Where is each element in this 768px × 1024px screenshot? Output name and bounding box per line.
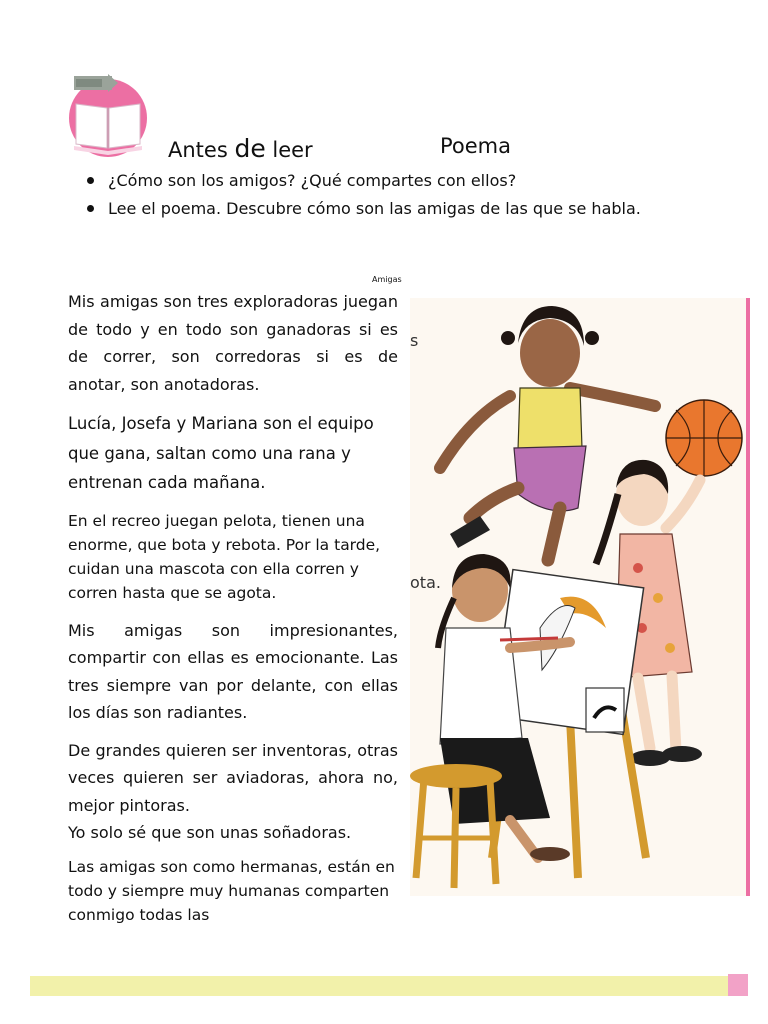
book-logo-icon — [68, 74, 148, 158]
question-item — [84, 196, 724, 224]
poem-stanza-6: Las amigas son como hermanas, están en todo y siempre muy humanas comparten conmigo todas las — [68, 857, 395, 924]
illustration-bleed-text-top: s — [410, 331, 419, 350]
heading-leer-word: leer — [265, 138, 313, 162]
question-text: Lee el poema. Descubre cómo son las amigas de las que se habla. — [108, 199, 641, 218]
footer-tab — [728, 974, 748, 996]
question-item — [84, 168, 724, 196]
poem-stanza-5-last-line: Yo solo sé que son unas soñadoras. — [68, 823, 352, 842]
basketball-icon — [666, 400, 742, 476]
poem-stanza-3: En el recreo juegan pelota, tienen una enorme, que bota y rebota. Por la tarde, cuidan una mascota con ella corren y corren hasta que se agota. — [68, 511, 381, 602]
poem-stanza-5 — [68, 737, 398, 847]
friends-illustration — [410, 298, 750, 896]
poem-stanza-4: Mis amigas son impresionantes, compartir con ellas es emocionante. Las tres siempre van por delante, con ellas los días son radiantes. — [68, 620, 398, 722]
bullet-icon — [87, 177, 94, 184]
footer-band — [30, 976, 730, 996]
poem-body — [68, 288, 398, 927]
heading-antes-de-leer — [168, 134, 313, 163]
poem-stanza-5-lines: De grandes quieren ser inventoras, otras veces quieren ser aviadoras, ahora no, mejor pintoras. — [68, 740, 398, 815]
illustration-bleed-text-mid: ota. — [410, 573, 441, 592]
question-list — [84, 168, 724, 224]
bullet-icon — [87, 205, 94, 212]
question-text: ¿Cómo son los amigos? ¿Qué compartes con ellos? — [108, 171, 517, 190]
heading-poema: Poema — [440, 134, 512, 158]
heading-de-word: de — [234, 134, 266, 163]
poem-stanza-1: Mis amigas son tres exploradoras juegan de todo y en todo son ganadoras si es de correr, son corredoras si es de anotar, son anotadoras. — [68, 292, 398, 394]
poem-stanza-2: Lucía, Josefa y Mariana son el equipo que gana, saltan como una rana y entrenan cada mañana. — [68, 414, 374, 492]
heading-antes-word: Antes — [168, 138, 235, 162]
poem-caption: Amigas — [372, 275, 402, 284]
